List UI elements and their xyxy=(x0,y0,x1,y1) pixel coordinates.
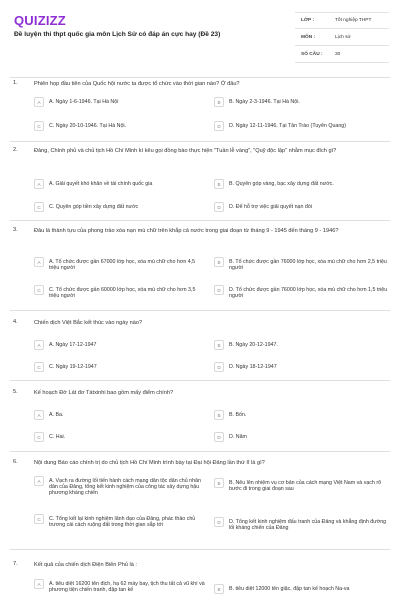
option-letter-box: A xyxy=(34,476,44,486)
option-text: A. Ngày 17-12-1947 xyxy=(49,341,97,348)
question-text: Kết quả của chiến dịch Điện Biên Phủ là : xyxy=(34,562,137,568)
option-b[interactable] xyxy=(214,584,390,594)
option-text: A. Vạch ra đường lối tiến hành cách mạng dân tộc dân chủ nhân dân của Đảng, tổng kết kinh nghiệm của công tác xây dựng hậu phương kháng chiến xyxy=(49,477,201,497)
question-number: 3. xyxy=(13,227,18,233)
meta-label: SỐ CÂU : xyxy=(301,51,323,57)
divider xyxy=(10,77,390,78)
option-a[interactable] xyxy=(34,476,210,497)
option-text: D. Năm xyxy=(229,433,247,440)
option-letter-box: C xyxy=(34,362,44,372)
option-c[interactable] xyxy=(34,285,204,299)
option-c[interactable] xyxy=(34,121,184,131)
option-text: B. Tổ chức được gần 76000 lớp học, xóa mù chữ cho hơn 2,5 triệu người xyxy=(229,258,387,271)
meta-label: MÔN : xyxy=(301,34,316,40)
option-letter-box: B xyxy=(214,340,224,350)
option-text: D. Tổng kết kinh nghiệm đấu tranh của Đảng và khẳng định đường lối kháng chiến của Đảng xyxy=(229,518,387,531)
question-number: 7. xyxy=(13,561,18,567)
divider xyxy=(10,310,390,311)
option-letter-box: D xyxy=(214,285,224,295)
option-text: B. Ngày 2-3-1946. Tại Hà Nội. xyxy=(229,98,300,105)
option-letter-box: C xyxy=(34,432,44,442)
option-b[interactable] xyxy=(214,179,390,189)
meta-value: Tốt nghiệp THPT xyxy=(335,18,372,23)
option-letter-box: C xyxy=(34,202,44,212)
option-a[interactable] xyxy=(34,97,184,107)
option-b[interactable] xyxy=(214,410,390,420)
option-b[interactable] xyxy=(214,478,390,492)
divider xyxy=(10,451,390,452)
option-letter-box: D xyxy=(214,517,224,527)
option-letter-box: A xyxy=(34,579,44,589)
option-b[interactable] xyxy=(214,340,390,350)
question-text: Phiên họp đầu tiên của Quốc hội nước ta được tổ chức vào thời gian nào? Ở đâu? xyxy=(34,81,240,87)
option-text: B. Nêu lên nhiệm vụ cơ bản của cách mạng Việt Nam và vạch rõ bước đi trong giai đoạn sau xyxy=(229,479,382,492)
option-letter-box: B xyxy=(214,257,224,267)
question-text: Đâu là thành tựu của phong trào xóa nạn mù chữ trên khắp cả nước trong giai đoạn từ tháng 9 - 1945 đến tháng 9 - 1946? xyxy=(34,228,339,234)
option-text: C. Tổng kết lại kinh nghiệm lãnh đạo của Đảng, phác thảo chủ trương cải cách ruộng đất trong thời gian sắp tới xyxy=(49,515,196,528)
worksheet-header xyxy=(0,0,400,62)
question-number: 1. xyxy=(13,80,18,86)
option-text: C. Ngày 20-10-1946. Tại Hà Nội. xyxy=(49,122,127,129)
option-a[interactable] xyxy=(34,410,204,420)
option-text: D. Ngày 18-12-1947 xyxy=(229,363,277,370)
option-text: B. Bốn. xyxy=(229,411,247,418)
option-a[interactable] xyxy=(34,179,204,189)
option-text: D. Để hỗ trợ việc giải quyết nạn đói xyxy=(229,203,312,210)
option-text: A. Tổ chức được gần 67000 lớp học, xóa mù chữ cho hơn 4,5 triệu người xyxy=(49,258,196,271)
option-letter-box: B xyxy=(214,584,224,594)
option-letter-box: D xyxy=(214,362,224,372)
option-text: C. Hai. xyxy=(49,433,66,440)
meta-table xyxy=(295,12,389,63)
meta-value: 30 xyxy=(335,51,341,57)
divider xyxy=(10,141,390,142)
option-text: D. Tổ chức được gần 76000 lớp học, xóa mù chữ cho hơn 1,5 triệu người xyxy=(229,286,388,299)
question-text: Kế hoạch Đờ Lát đơ Tátxinhi bao gồm mấy điểm chính? xyxy=(34,390,174,396)
option-a[interactable] xyxy=(34,340,204,350)
meta-row-class xyxy=(295,12,389,29)
option-text: B. Ngày 20-12-1947. xyxy=(229,341,278,348)
meta-row-subject xyxy=(295,29,389,46)
option-letter-box: B xyxy=(214,97,224,107)
option-text: C. Quyên góp tiền xây dựng đất nước xyxy=(49,203,139,210)
divider xyxy=(10,549,390,550)
option-c[interactable] xyxy=(34,362,204,372)
option-letter-box: A xyxy=(34,340,44,350)
option-b[interactable] xyxy=(214,97,390,107)
option-text: B. Quyên góp vàng, bạc xây dựng đất nước. xyxy=(229,180,334,187)
option-text: A. Giải quyết khó khăn về tài chính quốc gia xyxy=(49,180,153,187)
option-text: B. tiêu diệt 12000 tên giặc, đập tan kế hoạch Na-va xyxy=(229,585,350,592)
question-text: Chiến dịch Việt Bắc kết thúc vào ngày nào? xyxy=(34,320,143,326)
option-d[interactable] xyxy=(214,285,390,299)
option-letter-box: B xyxy=(214,478,224,488)
question-number: 2. xyxy=(13,147,18,153)
option-c[interactable] xyxy=(34,202,204,212)
option-letter-box: D xyxy=(214,121,224,131)
option-letter-box: C xyxy=(34,121,44,131)
question-text: Đảng, Chính phủ và chủ tịch Hồ Chí Minh kí kêu gọi đồng bào thực hiện "Tuần lễ vàng", "Quỹ độc lập" nhằm mục đích gì? xyxy=(34,148,337,154)
option-letter-box: B xyxy=(214,410,224,420)
option-letter-box: D xyxy=(214,202,224,212)
option-text: A. Ngày 1-6-1946. Tại Hà Nội xyxy=(49,98,119,105)
question-number: 6. xyxy=(13,459,18,465)
option-b[interactable] xyxy=(214,257,390,271)
option-text: C. Tổ chức được gần 60000 lớp học, xóa mù chữ cho hơn 3,5 triệu người xyxy=(49,286,196,299)
question-number: 4. xyxy=(13,319,18,325)
option-d[interactable] xyxy=(214,517,390,531)
option-letter-box: B xyxy=(214,179,224,189)
option-c[interactable] xyxy=(34,432,204,442)
option-d[interactable] xyxy=(214,202,390,212)
worksheet-title: Đề luyện thi thpt quốc gia môn Lịch Sử có đáp án cực hay (Đề 23) xyxy=(14,31,221,38)
option-text: A. Ba. xyxy=(49,411,64,418)
option-text: A. tiêu diệt 16200 tên địch, hạ 62 máy bay, tịch thu tất cả vũ khí và phương tiện chiến tranh, đập tan kế xyxy=(49,580,205,593)
option-text: C. Ngày 19-12-1947 xyxy=(49,363,97,370)
option-letter-box: C xyxy=(34,514,44,524)
question-text: Nội dung Báo cáo chính trị do chủ tịch Hồ Chí Minh trình bày tại Đại hội Đảng lần thứ II là gì? xyxy=(34,460,265,466)
quizizz-logo: QUIZIZZ xyxy=(14,13,66,28)
meta-value: Lịch sử xyxy=(335,34,351,40)
option-c[interactable] xyxy=(34,514,210,528)
divider xyxy=(10,220,390,221)
option-a[interactable] xyxy=(34,579,210,593)
option-letter-box: A xyxy=(34,97,44,107)
option-letter-box: A xyxy=(34,179,44,189)
option-d[interactable] xyxy=(214,121,390,131)
meta-label: LỚP : xyxy=(301,18,315,23)
option-letter-box: A xyxy=(34,257,44,267)
option-letter-box: A xyxy=(34,410,44,420)
option-a[interactable] xyxy=(34,257,204,271)
divider xyxy=(10,380,390,381)
option-text: D. Ngày 12-11-1946. Tại Tân Trào (Tuyên Quang) xyxy=(229,122,346,129)
option-d[interactable] xyxy=(214,362,390,372)
option-letter-box: D xyxy=(214,432,224,442)
option-d[interactable] xyxy=(214,432,390,442)
option-letter-box: C xyxy=(34,285,44,295)
question-number: 5. xyxy=(13,389,18,395)
meta-row-count xyxy=(295,46,389,63)
